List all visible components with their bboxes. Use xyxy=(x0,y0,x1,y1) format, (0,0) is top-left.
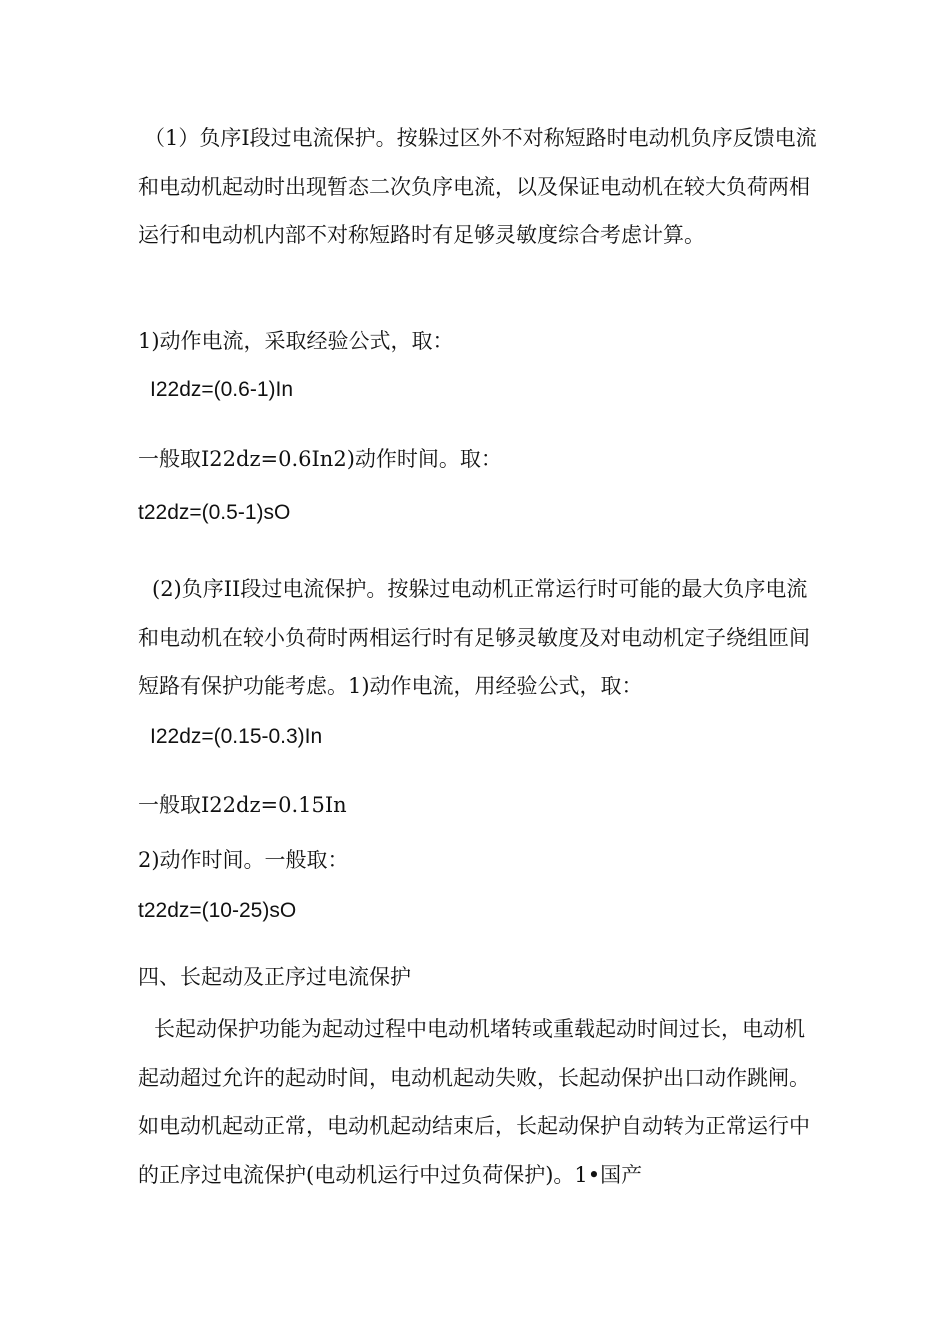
section-heading-long-start: 四、长起动及正序过电流保护 xyxy=(138,965,411,989)
formula-i22dz-stage-2: I22dz=(0.15-0.3)In xyxy=(150,725,323,748)
paragraph-action-current-1: 1)动作电流，采取经验公式，取： xyxy=(138,329,454,353)
paragraph-negative-sequence-stage-2: (2)负序II段过电流保护。按躲过电动机正常运行时可能的最大负序电流和电动机在较小负荷时两相运行时有足够灵敏度及对电动机定子绕组匝间短路有保护功能考虑。1)动作电流，用经验公式，取： xyxy=(138,577,810,698)
formula-i22dz-stage-1: I22dz=(0.6-1)In xyxy=(150,378,294,401)
paragraph-action-time-2: 2)动作时间。一般取： xyxy=(138,848,349,872)
paragraph-long-start-protection: 长起动保护功能为起动过程中电动机堵转或重载起动时间过长，电动机起动超过允许的起动时间，电动机起动失败，长起动保护出口动作跳闸。如电动机起动正常，电动机起动结束后，长起动保护自动转为正常运行中的正序过电流保护(电动机运行中过负荷保护)。1•国产 xyxy=(138,1017,810,1187)
formula-t22dz-stage-1: t22dz=(0.5-1)sO xyxy=(138,501,291,524)
paragraph-typical-value-2: 一般取I22dz=0.15In xyxy=(138,793,347,817)
paragraph-negative-sequence-stage-1: （1）负序Ⅰ段过电流保护。按躲过区外不对称短路时电动机负序反馈电流和电动机起动时出现暂态二次负序电流，以及保证电动机在较大负荷两相运行和电动机内部不对称短路时有足够灵敏度综合考虑计算。 xyxy=(138,126,817,247)
paragraph-typical-value-1: 一般取I22dz=0.6In2)动作时间。取： xyxy=(138,447,502,471)
formula-t22dz-stage-2: t22dz=(10-25)sO xyxy=(138,899,297,922)
